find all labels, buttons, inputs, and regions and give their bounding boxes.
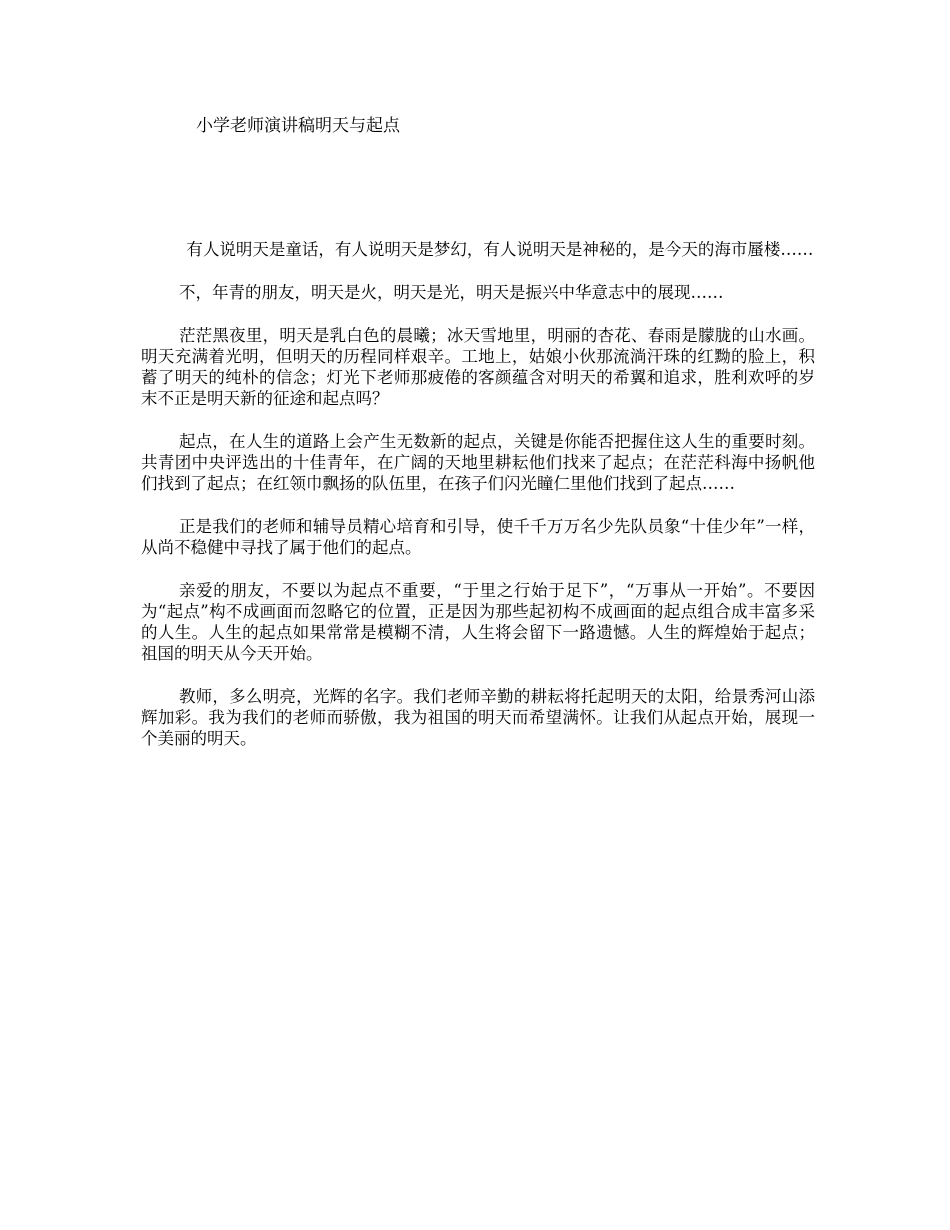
paragraph: 正是我们的老师和辅导员精心培育和引导，使千千万万名少先队员象“十佳少年”一样，从尚不稳健中寻找了属于他们的起点。 [141, 517, 815, 557]
paragraph: 不，年青的朋友，明天是火，明天是光，明天是振兴中华意志中的展现…… [178, 283, 724, 302]
paragraph: 教师，多么明亮，光辉的名字。我们老师辛勤的耕耘将托起明天的太阳，给景秀河山添辉加彩。我为我们的老师而骄傲，我为祖国的明天而希望满怀。让我们从起点开始，展现一个美丽的明天。 [141, 687, 815, 748]
paragraph: 起点，在人生的道路上会产生无数新的起点，关键是你能否把握住这人生的重要时刻。共青团中央评选出的十佳青年，在广阔的天地里耕耘他们找来了起点；在茫茫科海中扬帆他们找到了起点；在红领巾飘扬的队伍里，在孩子们闪光瞳仁里他们找到了起点…… [141, 432, 815, 493]
paragraph: 亲爱的朋友，不要以为起点不重要，“于里之行始于足下”，“万事从一开始”。不要因为“起点”构不成画面而忽略它的位置，正是因为那些起初构不成画面的起点组合成丰富多采的人生。人生的起点如果常常是模糊不清，人生将会留下一路遗憾。人生的辉煌始于起点；祖国的明天从今天开始。 [141, 581, 815, 663]
paragraph: 有人说明天是童话，有人说明天是梦幻，有人说明天是神秘的，是今天的海市蜃楼…… [186, 240, 814, 259]
paragraph: 茫茫黑夜里，明天是乳白色的晨曦；冰天雪地里，明丽的杏花、春雨是朦胧的山水画。明天充满着光明，但明天的历程同样艰辛。工地上，姑娘小伙那流淌汗珠的红黝的脸上，积蓄了明天的纯朴的信念；灯光下老师那疲倦的客颜蕴含对明天的希翼和追求，胜利欢呼的岁末不正是明天新的征途和起点吗？ [141, 326, 815, 408]
document-body [141, 239, 815, 771]
document-title: 小学老师演讲稿明天与起点 [196, 116, 400, 136]
